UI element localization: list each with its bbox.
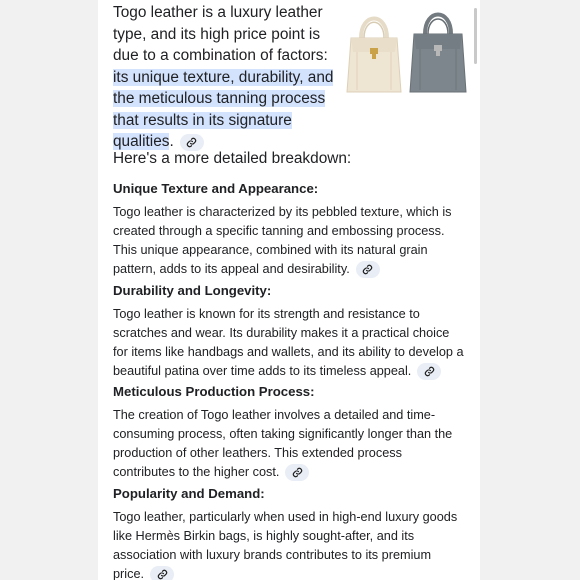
gray-handbag-image[interactable] xyxy=(409,4,467,96)
section-body xyxy=(113,406,465,482)
section-body xyxy=(113,305,465,381)
cream-handbag-image[interactable] xyxy=(345,4,403,96)
section-body xyxy=(113,508,465,580)
citation-link-button[interactable] xyxy=(150,566,174,580)
section-popularity xyxy=(113,486,465,580)
answer-panel xyxy=(98,0,480,580)
section-production-process xyxy=(113,384,465,482)
citation-link-button[interactable] xyxy=(285,464,309,481)
citation-link-button[interactable] xyxy=(356,261,380,278)
highlighted-passage[interactable]: its unique texture, durability, and the meticulous tanning process that results in its signature qualities xyxy=(113,68,334,150)
section-title: Meticulous Production Process: xyxy=(113,384,315,399)
breakdown-subheading: Here's a more detailed breakdown: xyxy=(113,150,352,167)
link-icon xyxy=(362,264,373,275)
image-results xyxy=(345,4,468,96)
intro-paragraph xyxy=(113,2,345,153)
link-icon xyxy=(424,366,435,377)
section-title: Popularity and Demand: xyxy=(113,486,265,501)
section-title: Unique Texture and Appearance: xyxy=(113,181,319,196)
link-icon xyxy=(292,467,303,478)
citation-link-button[interactable] xyxy=(180,134,204,151)
intro-text: Togo leather is a luxury leather type, and its high price point is due to a combination of factors: xyxy=(113,4,328,64)
section-durability xyxy=(113,283,465,381)
section-title: Durability and Longevity: xyxy=(113,283,272,298)
section-body xyxy=(113,203,465,279)
scrollbar[interactable] xyxy=(474,8,477,64)
section-text: The creation of Togo leather involves a detailed and time-consuming process, often taking significantly longer than the production of other leathers. This extended process contributes to the higher cost. xyxy=(113,408,453,479)
intro-period: . xyxy=(169,133,174,150)
section-text: Togo leather, particularly when used in high-end luxury goods like Hermès Birkin bags, is highly sought-after, and its association with luxury brands contributes to its premium price. xyxy=(113,510,458,580)
link-icon xyxy=(157,569,168,580)
citation-link-button[interactable] xyxy=(417,363,441,380)
link-icon xyxy=(186,137,197,148)
section-unique-texture xyxy=(113,181,465,279)
section-text: Togo leather is characterized by its pebbled texture, which is created through a specific tanning and embossing process. This unique appearance, combined with its natural grain pattern, adds to its appeal and desirability. xyxy=(113,205,452,276)
section-text: Togo leather is known for its strength and resistance to scratches and wear. Its durability makes it a practical choice for items like handbags and wallets, and its ability to develop a beautiful patina over time adds to its timeless appeal. xyxy=(113,307,464,378)
